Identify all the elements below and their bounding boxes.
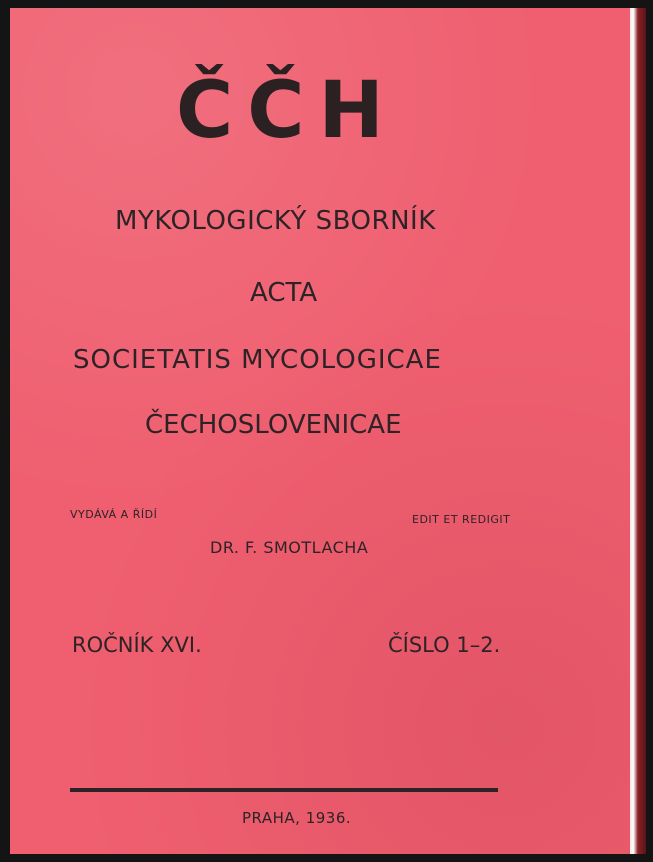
title-line-1: MYKOLOGICKÝ SBORNÍK (115, 206, 436, 236)
journal-cover (10, 8, 630, 854)
title-line-3: SOCIETATIS MYCOLOGICAE (73, 345, 442, 375)
issue-number: ČÍSLO 1–2. (388, 633, 501, 657)
divider-rule (70, 788, 498, 792)
publisher-label-latin: EDIT ET REDIGIT (412, 513, 511, 526)
title-line-2: ACTA (250, 278, 318, 308)
publisher-label-czech: VYDÁVÁ A ŘÍDÍ (70, 508, 158, 521)
binding-spine (628, 8, 646, 854)
volume-number: ROČNÍK XVI. (72, 633, 202, 657)
title-line-4: ČECHOSLOVENICAE (145, 410, 402, 440)
journal-logo: ČČH (176, 66, 398, 156)
imprint: PRAHA, 1936. (242, 809, 352, 827)
editor-name: DR. F. SMOTLACHA (210, 538, 369, 557)
